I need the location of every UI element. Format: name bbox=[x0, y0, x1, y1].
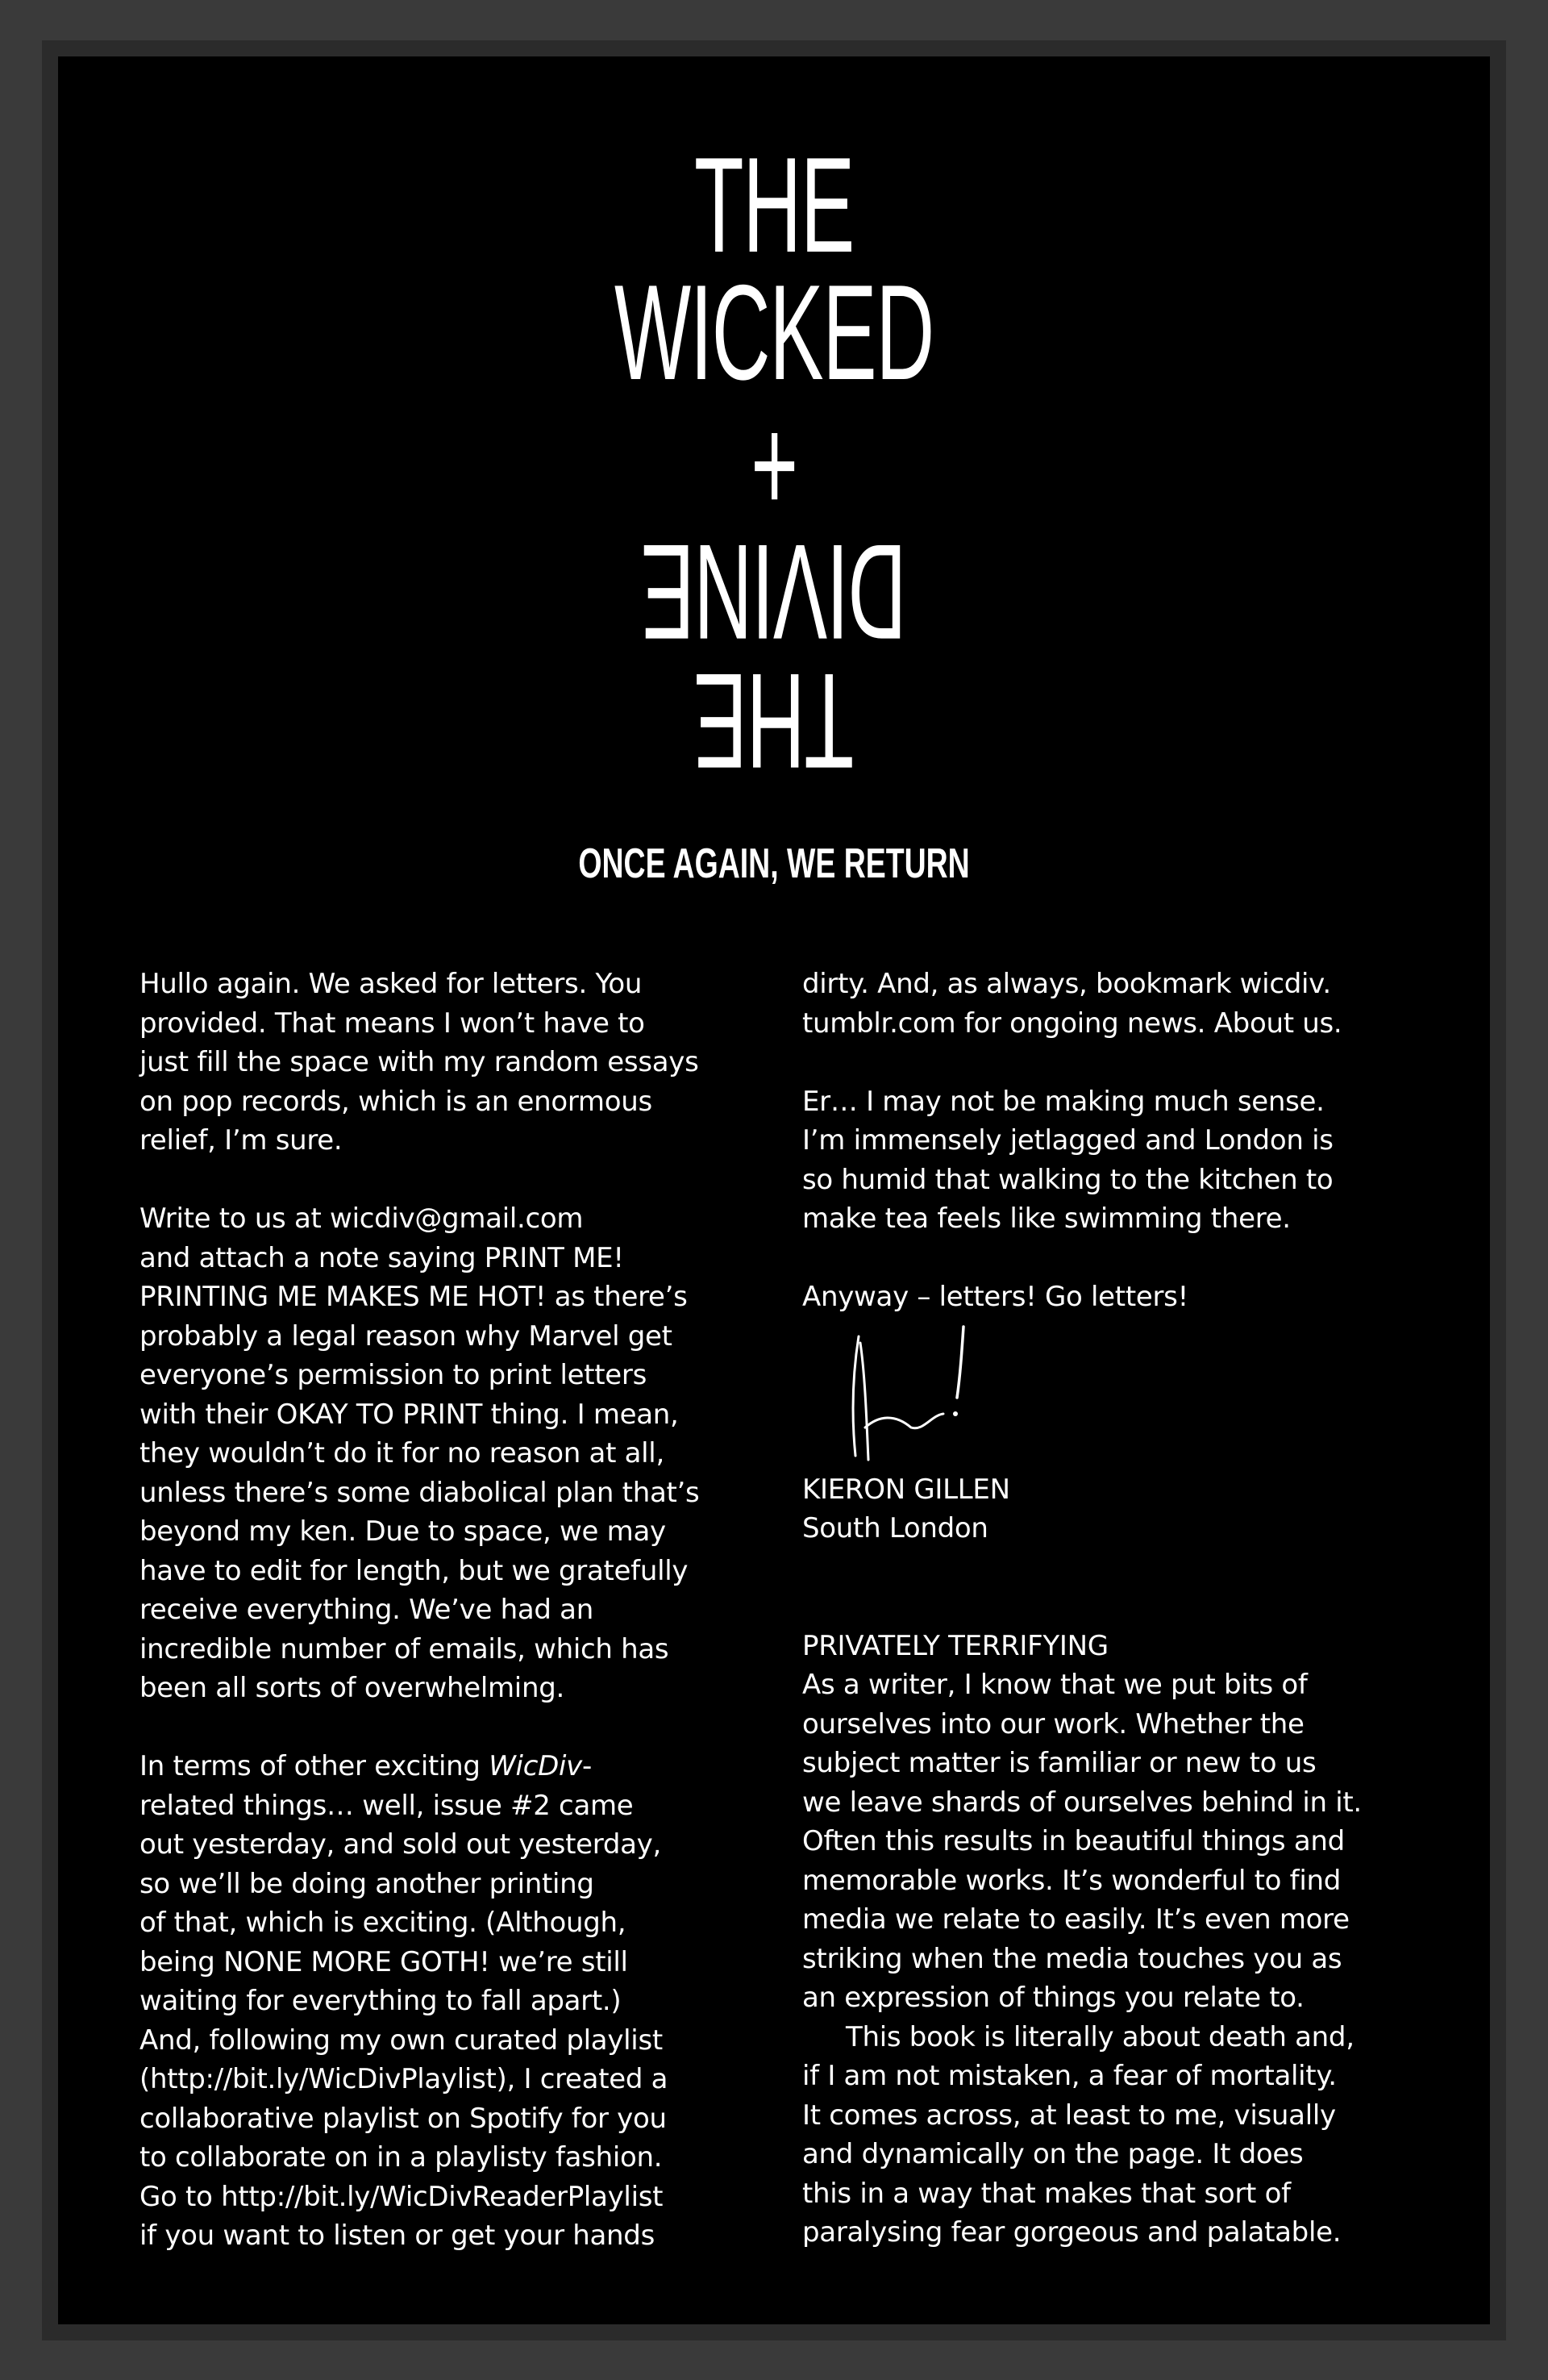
right-column bbox=[802, 965, 1415, 2253]
go-letters-paragraph: Anyway – letters! Go letters! bbox=[802, 1281, 1188, 1313]
logo-the-inverted: THE bbox=[694, 645, 854, 797]
logo-wicked: WICKED bbox=[614, 256, 934, 408]
letter-paragraph-1: As a writer, I know that we put bits of ourselves into our work. Whether the subject matter is familiar or new to us we leave shards of ourselves behind in it. Often this results in beautiful things and memorable works. It’s wonderful to find media we relate to easily. It’s even more striking when the media touches you as an expression of things you relate to. bbox=[802, 1669, 1362, 2014]
author-location: South London bbox=[802, 1512, 988, 1544]
section-subtitle: ONCE AGAIN, WE RETURN bbox=[578, 840, 970, 887]
continued-paragraph: dirty. And, as always, bookmark wicdiv. tumblr.com for ongoing news. About us. bbox=[802, 968, 1342, 1040]
left-column bbox=[139, 965, 752, 2256]
letter-heading: PRIVATELY TERRIFYING bbox=[802, 1629, 1109, 1662]
logo-plus: + bbox=[751, 389, 797, 540]
intro-paragraph: Hullo again. We asked for letters. You provided. That means I won’t have to just fill the space with my random essays on pop records, which is an enormous relief, I’m sure. bbox=[139, 968, 699, 1157]
letter-paragraph-2: This book is literally about death and, if I am not mistaken, a fear of mortality. It comes across, at least to me, visually and dynamically on the page. It does this in a way that makes that sort of paralysing fear gorgeous and palatable. bbox=[802, 2020, 1354, 2249]
author-name: KIERON GILLEN bbox=[802, 1473, 1010, 1506]
logo-divine-inverted: DIVINE bbox=[641, 516, 907, 668]
related-things-paragraph: In terms of other exciting WicDiv- related things… well, issue #2 came out yesterday, and sold out yesterday, so we’ll be doing another printing of that, which is exciting. (Although, being NONE MORE GOTH! we’re still waiting for everything to fall apart.) And, following my own curated playlist (http://bit.ly/WicDivPlaylist), I created a collaborative playlist on Spotify for you to collaborate on in a playlisty fashion. Go to http://bit.ly/WicDivReaderPlaylist if you want to listen or get your hands bbox=[139, 1750, 668, 2252]
logo-the-top: THE bbox=[694, 129, 854, 281]
signature bbox=[802, 1319, 1415, 1462]
jetlag-paragraph: Er… I may not be making much sense. I’m immensely jetlagged and London is so humid that walking to the kitchen to make tea feels like swimming there. bbox=[802, 1085, 1334, 1235]
write-to-us-paragraph: Write to us at wicdiv@gmail.com and attach a note saying PRINT ME! PRINTING ME MAKES ME HOT! as there’s probably a legal reason why Marvel get everyone’s permission to print letters with their OKAY TO PRINT thing. I mean, they wouldn’t do it for no reason at all, unless there’s some diabolical plan that’s beyond my ken. Due to space, we may have to edit for length, but we gratefully receive everything. We’ve had an incredible number of emails, which has been all sorts of overwhelming. bbox=[139, 1203, 700, 1704]
